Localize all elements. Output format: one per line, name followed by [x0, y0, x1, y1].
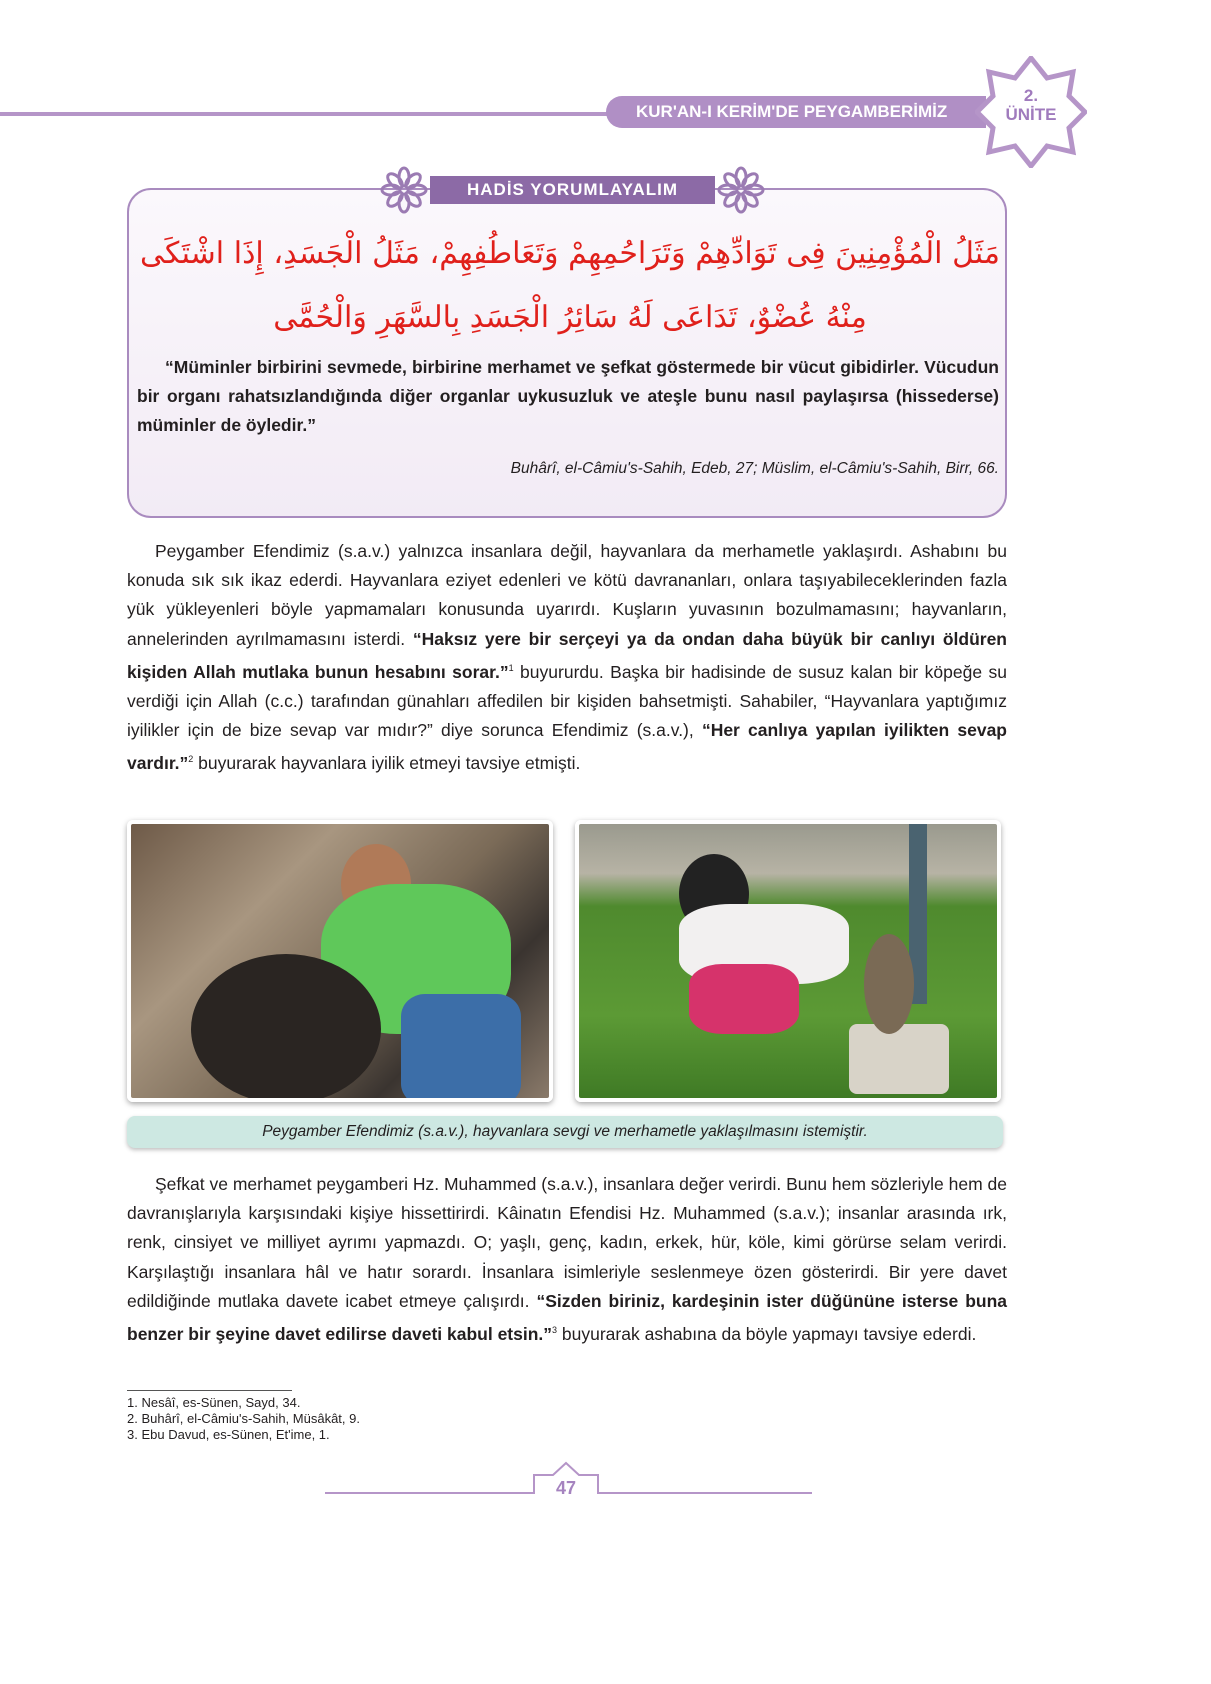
page-rule-right — [597, 1492, 812, 1494]
flower-icon — [380, 166, 428, 214]
quote: “Her canlıya yapılan iyilikten sevap vardır.” — [127, 720, 1008, 774]
stone — [849, 1024, 949, 1094]
text: Peygamber Efendimiz (s.a.v.) yalnızca insanlara değil, hayvanlara da merhametle yaklaşırdı. Ashabını bu konuda sık sık ikaz ederdi. Hayvanlara eziyet edenleri ve kötü davrananları, onlara taşıyabileceklerinden fazla yük yükleyenleri böyle yapmamaları konusunda uyarırdı. Kuşların yuvasının bozulmamasını; hayvanların, annelerinden ayrılmamasını isterdi. — [127, 541, 1007, 649]
text: buyururdu. Başka bir hadisinde de susuz kalan bir köpeğe su verdiği için Allah (c.c.) tarafından günahları affedilen bir kişiden bahsetmişti. Sahabiler, “Hayvanlara yaptığımız iyilikler için de bize sevap var mıdır?” diye sorunca Efendimiz (s.a.v.), — [127, 661, 1007, 741]
unit-title: KUR'AN-I KERİM'DE PEYGAMBERİMİZ — [606, 96, 986, 128]
footnote-rule — [127, 1390, 292, 1391]
text: buyurarak ashabına da böyle yapmayı tavsiye ederdi. — [557, 1323, 977, 1344]
footnote: 1. Nesâî, es-Sünen, Sayd, 34. — [127, 1395, 301, 1410]
footnote-ref: 2 — [188, 754, 194, 765]
unit-badge — [975, 86, 1087, 124]
footnotes — [127, 1395, 360, 1443]
hadith-source: Buhârî, el-Câmiu's-Sahih, Edeb, 27; Müslim, el-Câmiu's-Sahih, Birr, 66. — [510, 460, 999, 477]
paragraph-1 — [127, 537, 1007, 778]
unit-label: ÜNİTE — [1005, 105, 1057, 124]
goat — [191, 954, 381, 1102]
footnote: 3. Ebu Davud, es-Sünen, Et'ime, 1. — [127, 1427, 330, 1442]
photo-boy-with-goat — [127, 820, 553, 1102]
boy-jeans — [401, 994, 521, 1102]
flower-icon — [717, 166, 765, 214]
footnote-ref: 1 — [508, 662, 514, 673]
hadith-box-title: HADİS YORUMLAYALIM — [430, 176, 715, 204]
text: buyurarak hayvanlara iyilik etmeyi tavsiye etmişti. — [193, 753, 581, 774]
hadith-meaning: “Müminler birbirini sevmede, birbirine merhamet ve şefkat göstermede bir vücut gibidirler. Vücudun bir organı rahatsızlandığında diğer organlar uykusuzluk ve ateşle bunu nasıl paylaşırsa (hissederse) müminler de öyledir.” — [137, 357, 999, 435]
header-rule — [0, 112, 640, 116]
hadith-arabic: مَثَلُ الْمُؤْمِنِينَ فِى تَوَادِّهِمْ وَتَرَاحُمِهِمْ وَتَعَاطُفِهِمْ، مَثَلُ الْجَسَدِ، إِذَا اشْتَكَى مِنْهُ عُضْوٌ، تَدَاعَى لَهُ سَائِرُ الْجَسَدِ بِالسَّهَرِ وَالْحُمَّى — [140, 236, 1000, 335]
page-number: 47 — [555, 1478, 577, 1498]
girl-pants — [689, 964, 799, 1034]
paragraph-2 — [127, 1170, 1007, 1349]
quote: “Sizden biriniz, kardeşinin ister düğününe isterse buna benzer bir şeyine davet edilirse daveti kabul etsin.” — [127, 1290, 1008, 1344]
photo-caption: Peygamber Efendimiz (s.a.v.), hayvanlara sevgi ve merhametle yaklaşılmasını istemiştir. — [127, 1116, 1003, 1148]
cat — [864, 934, 914, 1034]
photo-girl-with-cat — [575, 820, 1001, 1102]
quote: “Haksız yere bir serçeyi ya da ondan daha büyük bir canlıyı öldüren kişiden Allah mutlaka bunun hesabını sorar.” — [127, 628, 1007, 682]
text: Şefkat ve merhamet peygamberi Hz. Muhammed (s.a.v.), insanlara değer verirdi. Bunu hem sözleriyle hem de davranışlarıyla karşısındaki kişiye hissettirirdi. Kâinatın Efendisi Hz. Muhammed (s.a.v.); insanlar arasında ırk, renk, cinsiyet ve milliyet ayrımı yapmazdı. O; yaşlı, genç, kadın, erkek, hür, köle, kimi görürse selam verirdi. Karşılaştığı insanlara hâl ve hatır sorardı. İnsanlara isimleriyle seslenmeye özen gösterirdi. Bir yere davet edildiğinde mutlaka davete icabet etmeye çalışırdı. — [127, 1174, 1007, 1311]
footnote: 2. Buhârî, el-Câmiu's-Sahih, Müsâkât, 9. — [127, 1411, 360, 1426]
unit-number: 2. — [1023, 86, 1039, 105]
page-rule-left — [325, 1492, 535, 1494]
footnote-ref: 3 — [552, 1325, 558, 1336]
